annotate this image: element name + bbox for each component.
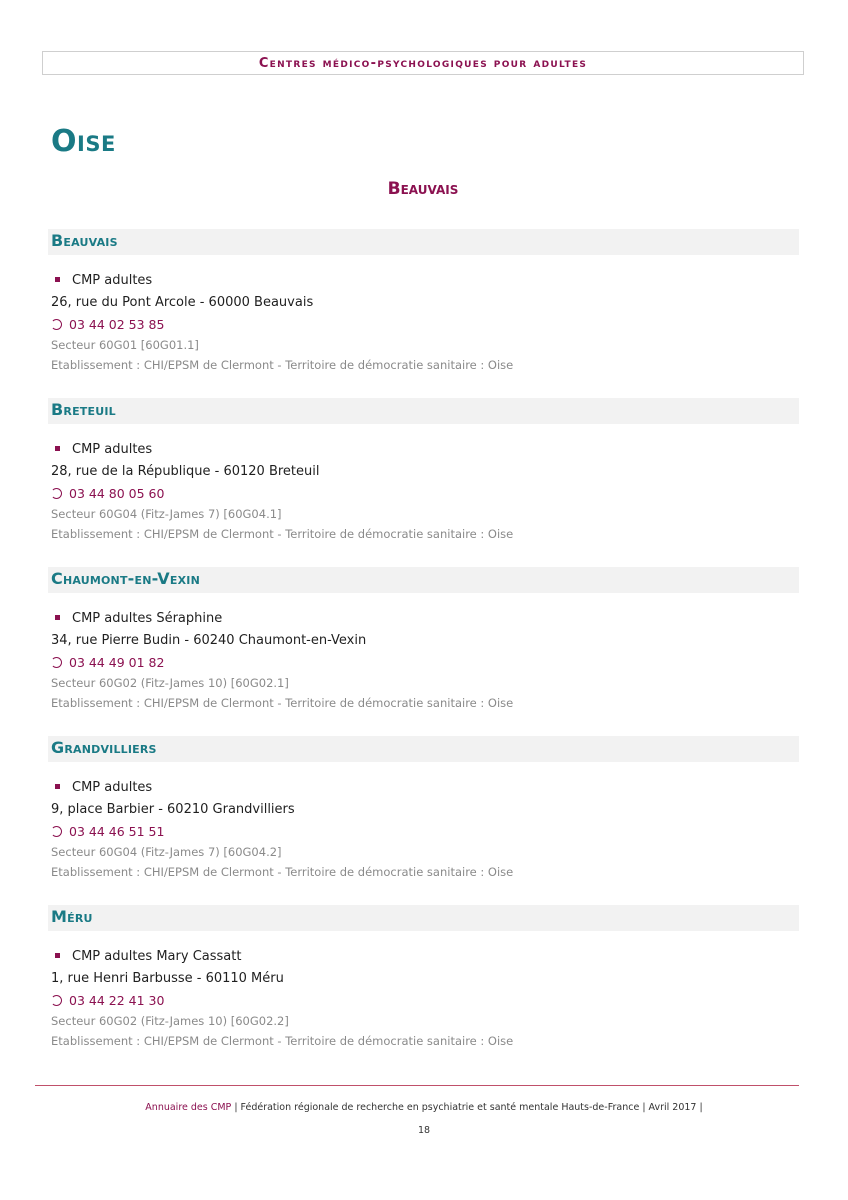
- cmp-section: [0, 736, 848, 896]
- square-bullet-icon: [55, 277, 60, 282]
- cmp-section: [0, 229, 848, 389]
- cmp-name: CMP adultes Mary Cassatt: [72, 949, 242, 964]
- footer-description: | Fédération régionale de recherche en psychiatrie et santé mentale Hauts-de-France | Avril 2017 |: [231, 1102, 703, 1113]
- section-title: Grandvilliers: [51, 738, 157, 757]
- footer-brand: Annuaire des CMP: [145, 1102, 232, 1113]
- phone-icon: [51, 488, 62, 499]
- section-bar: [48, 905, 799, 931]
- cmp-name-row: [51, 780, 152, 795]
- cmp-phone: 03 44 02 53 85: [69, 317, 165, 332]
- section-title: Méru: [51, 907, 93, 926]
- square-bullet-icon: [55, 615, 60, 620]
- phone-icon: [51, 826, 62, 837]
- cmp-name-row: [51, 442, 152, 457]
- section-title: Chaumont-en-Vexin: [51, 569, 200, 588]
- cmp-address: 1, rue Henri Barbusse - 60110 Méru: [51, 971, 284, 986]
- cmp-address: 34, rue Pierre Budin - 60240 Chaumont-en-Vexin: [51, 633, 367, 648]
- cmp-sector: Secteur 60G04 (Fitz-James 7) [60G04.1]: [51, 507, 282, 521]
- cmp-establishment: Etablissement : CHI/EPSM de Clermont - Territoire de démocratie sanitaire : Oise: [51, 527, 514, 541]
- cmp-phone-row: [51, 486, 164, 501]
- phone-icon: [51, 995, 62, 1006]
- cmp-phone: 03 44 49 01 82: [69, 655, 165, 670]
- cmp-phone-row: [51, 317, 164, 332]
- cmp-establishment: Etablissement : CHI/EPSM de Clermont - Territoire de démocratie sanitaire : Oise: [51, 358, 514, 372]
- cmp-name: CMP adultes: [72, 780, 153, 795]
- cmp-phone: 03 44 80 05 60: [69, 486, 165, 501]
- header-title: Centres médico-psychologiques pour adultes: [258, 55, 588, 71]
- cmp-section: [0, 905, 848, 1065]
- cmp-name: CMP adultes: [72, 442, 153, 457]
- cmp-establishment: Etablissement : CHI/EPSM de Clermont - Territoire de démocratie sanitaire : Oise: [51, 696, 514, 710]
- page-number: 18: [417, 1125, 431, 1136]
- cmp-section: [0, 567, 848, 727]
- cmp-sector: Secteur 60G02 (Fitz-James 10) [60G02.1]: [51, 676, 289, 690]
- cmp-section: [0, 398, 848, 558]
- square-bullet-icon: [55, 446, 60, 451]
- cmp-establishment: Etablissement : CHI/EPSM de Clermont - Territoire de démocratie sanitaire : Oise: [51, 1034, 514, 1048]
- cmp-name: CMP adultes: [72, 273, 153, 288]
- section-bar: [48, 229, 799, 255]
- square-bullet-icon: [55, 784, 60, 789]
- cmp-name-row: [51, 949, 241, 964]
- footer-text: [0, 1102, 848, 1113]
- cmp-establishment: Etablissement : CHI/EPSM de Clermont - Territoire de démocratie sanitaire : Oise: [51, 865, 514, 879]
- cmp-sector: Secteur 60G01 [60G01.1]: [51, 338, 199, 352]
- cmp-address: 9, place Barbier - 60210 Grandvilliers: [51, 802, 295, 817]
- cmp-phone-row: [51, 655, 164, 670]
- section-title: Beauvais: [51, 231, 118, 250]
- cmp-sector: Secteur 60G04 (Fitz-James 7) [60G04.2]: [51, 845, 282, 859]
- section-title: Breteuil: [51, 400, 116, 419]
- cmp-address: 28, rue de la République - 60120 Breteuil: [51, 464, 320, 479]
- cmp-phone: 03 44 22 41 30: [69, 993, 165, 1008]
- page-header: [42, 51, 804, 75]
- cmp-sector: Secteur 60G02 (Fitz-James 10) [60G02.2]: [51, 1014, 289, 1028]
- cmp-name-row: [51, 611, 222, 626]
- cmp-name-row: [51, 273, 152, 288]
- department-title: Oise: [51, 124, 116, 159]
- cmp-phone: 03 44 46 51 51: [69, 824, 165, 839]
- footer-divider: [35, 1085, 799, 1086]
- square-bullet-icon: [55, 953, 60, 958]
- city-heading-text: Beauvais: [387, 179, 459, 199]
- cmp-phone-row: [51, 824, 164, 839]
- phone-icon: [51, 319, 62, 330]
- cmp-phone-row: [51, 993, 164, 1008]
- phone-icon: [51, 657, 62, 668]
- section-bar: [48, 398, 799, 424]
- cmp-name: CMP adultes Séraphine: [72, 611, 223, 626]
- section-bar: [48, 736, 799, 762]
- city-heading: [0, 179, 848, 199]
- cmp-address: 26, rue du Pont Arcole - 60000 Beauvais: [51, 295, 314, 310]
